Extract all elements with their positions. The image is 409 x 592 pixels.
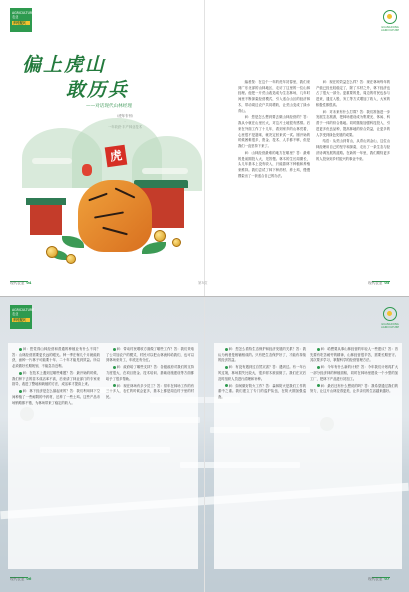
paragraph: 问：对未来有什么打算？答：我们准备进一步发展生态旅游，把林场建设成为集观光、休闲、科普于一体的综合基地。同时继续加强科技投入，引进更多优良品种，提高林地的综合效益，让更多的人享受到绿色发展的成果。 (316, 109, 390, 137)
footer-label: 现代农业 (368, 577, 383, 581)
gold-coin-icon (154, 230, 166, 242)
page-footer-right (368, 281, 389, 286)
pavilion-roof (134, 180, 188, 188)
bullet-icon (317, 348, 320, 351)
paragraph-text: 问：政府给了哪些支持？答：各级政府对我们的支持力度很大，在项目资金、技术培训、基础设施建设等方面都给予了很多帮助。 (106, 365, 194, 381)
bullet-icon (19, 372, 22, 375)
cloud-shape (142, 168, 188, 174)
paragraph-text: 问：如何做好防火工作？答：森林防火是我们工作的重中之重。我们建立了专门的巡护队伍，在防火期加强巡查。 (218, 383, 306, 399)
bullet-icon (317, 384, 320, 387)
center-mark: 第5页 (198, 281, 208, 285)
badge-line1: AGRICULTURE (12, 308, 35, 312)
article-column-1 (238, 80, 310, 276)
gold-coin-icon (46, 246, 58, 258)
paragraph (218, 347, 306, 364)
paragraph (310, 384, 398, 395)
paragraph (106, 384, 194, 401)
gold-coin-icon (66, 254, 76, 264)
page-footer-left (10, 577, 31, 582)
logo-text: GUANGDONG AGRICULTURE (380, 26, 400, 32)
magazine-logo-icon (383, 307, 397, 321)
page-footer-left (10, 281, 31, 286)
logo-text: GUANGDONG AGRICULTURE (380, 323, 400, 329)
paragraph-text: 问：您怎么看待生态保护和经济发展的关系？答：我认为两者是相辅相成的。只有把生态保护好了，才能有持续的经济效益。 (218, 347, 306, 363)
footer-label: 现代农业 (10, 281, 25, 285)
paragraph (106, 347, 194, 364)
lantern-icon (82, 164, 92, 176)
bullet-icon (225, 348, 228, 351)
magazine-spread-bottom (0, 296, 409, 592)
paragraph (218, 384, 306, 401)
section-badge (10, 305, 35, 329)
paragraph-text: 问：您觉得山林经营和普通的种植业有什么不同？答：山林经营需要更长远的眼光。种一季庄稼几个月就能收获，而种一片林子可能要十年、二十年才能见到效益。所以必须做好长期规划，不能急功近利。 (12, 347, 100, 369)
bullet-icon (225, 384, 228, 387)
paragraph: 问：山林经营最难的地方在哪里？答：最难的是前期投入大，见效慢。林木的生长周期长，头几年基本上没有收入，只能靠林下种植和养殖来维持。我们尝试了林下种药材、养土鸡，慢慢摸索出了一套适合自己的办法。 (238, 150, 310, 178)
article-column-4 (310, 347, 398, 567)
paragraph (218, 365, 306, 382)
badge-line2: 农业 (12, 15, 19, 19)
footer-label: 现代农业 (368, 281, 383, 285)
bullet-icon (19, 390, 22, 393)
headline-subtitle: ——对话现代山林经理 (86, 104, 132, 109)
byline-line1: （虎年专刊） (115, 114, 135, 118)
magazine-logo-icon (383, 10, 397, 24)
badge-line2: 农业 (12, 312, 19, 316)
page-footer-right (368, 577, 389, 582)
badge-sub: 乡村振兴 (12, 21, 30, 25)
paragraph-text: 问：有没有遇到过自然灾害？答：遇到过。有一年台风过境，林场损失比较大，很多树木被刮倒了。我们在灾后及时组织人员进行清理和补种。 (218, 365, 306, 381)
paragraph (106, 365, 194, 382)
paragraph (310, 347, 398, 364)
headline-line2: 敢历兵 (66, 79, 130, 101)
page-number: 06 (26, 577, 32, 581)
article-column-3 (218, 347, 306, 567)
tiger-figure (78, 180, 152, 252)
page-number: 05 (384, 281, 390, 285)
spread-gutter (204, 297, 205, 592)
headline-line1: 偏上虎山 (22, 54, 107, 76)
paragraph-text: 问：今年有什么新的计划？答：今年我们计划再扩大一部分经济林的种植面积，同时在林场里建设一个小型的加工厂，把林下产品进行初加工。 (310, 365, 398, 381)
paragraph-text: 问：在技术上遇到过哪些难题？答：最开始的时候，我们种下去的苗木成活率不高，后来请了林业部门的专家来指导，改进了整地和栽植的方法，成活率才提高上来。 (12, 371, 100, 387)
leaf-shape (142, 242, 166, 254)
paragraph: 问：现在的效益怎么样？答：现在林场每年的产值已经比较稳定了，除了木材之外，林下经济也占了很大一部分。更重要的是，周边的村民也参与进来，通过入股、务工等方式增加了收入，大家的积极性都很高。 (316, 80, 390, 107)
pavilion-roof (26, 198, 66, 205)
bullet-icon (19, 348, 22, 351)
paragraph (12, 371, 100, 388)
pavilion-wall (30, 205, 62, 235)
paragraph-text: 问：给想要从事山林经营的年轻人一些建议？答：首先要有吃苦耐劳的精神，山林经营很辛苦，需要长期坚守。其次要多学习，掌握科学的经营管理方法。 (310, 347, 398, 363)
article-column-1 (12, 347, 100, 567)
bullet-icon (225, 366, 228, 369)
paragraph: 结语：从荒山到青山，从青山到金山，这位山林经理用自己的坚守和探索，走出了一条生态与经济协调发展的道路。在新的一年里，我们期待更多的人投身到乡村振兴的事业中来。 (316, 139, 390, 161)
paragraph-text: 问：最后还有什么想说的吗？答：我希望通过我们的努力，让这片山林变得更美，让乡亲们的生活越来越好。 (310, 383, 398, 394)
paragraph-text: 问：带动村民增收方面做了哪些工作？答：我们采取了公司加农户的模式，村民可以把山林流转给我们，也可以到林场来务工，年底还有分红。 (106, 347, 194, 363)
spread-gutter (204, 0, 205, 296)
page-number: 07 (384, 577, 390, 581)
bullet-icon (317, 366, 320, 369)
paragraph (310, 365, 398, 382)
cloud-shape (32, 158, 72, 164)
bullet-icon (113, 366, 116, 369)
bullet-icon (113, 348, 116, 351)
bullet-icon (113, 384, 116, 387)
gold-coin-icon (172, 238, 181, 247)
tiger-seal: 虎 (105, 145, 128, 168)
badge-line1: AGRICULTURE (12, 11, 35, 15)
paragraph-text: 问：林下经济是怎么搞起来的？答：我们利用林下空间种植了一些耐阴的中药材，还养了一些土鸡。这些产品市场销路都不错，为林场带来了稳定的收入。 (12, 389, 100, 405)
paragraph-text: 问：现在林场有多少员工？答：常年在林场工作的有三十多人，农忙的时候会更多，基本上都是周边村子里的村民。 (106, 383, 194, 399)
paragraph: 编者按：在这个一年的虎年初春里，我们来到广东北部的山林地区，走访了这里的一位山林经理。他把一片荒山改造成为生态林场，几年时间里不断探索经营模式，引入适合山区的经济林木，带动周边农户共同增收，让荒山变成了绿水青山。 (238, 80, 310, 113)
tiger-illustration (22, 118, 198, 278)
page-number: 04 (26, 281, 32, 285)
paragraph (12, 347, 100, 370)
article-column-2 (316, 80, 390, 276)
section-badge (10, 8, 35, 32)
paragraph (12, 389, 100, 406)
paragraph: 问：您是怎么想到要去做山林经营的？答：我从小就在山里长大，对这片土地很有感情。后来在外面工作了十几年，看到家乡的山林荒着，心里很不是滋味，就决定回来试一试。刚开始的时候困难很多，资金、技术、人手都不够，但是我们一直坚持下来了。 (238, 115, 310, 148)
badge-sub: 乡村振兴 (12, 318, 30, 322)
article-column-2 (106, 347, 194, 567)
footer-label: 现代农业 (10, 577, 25, 581)
